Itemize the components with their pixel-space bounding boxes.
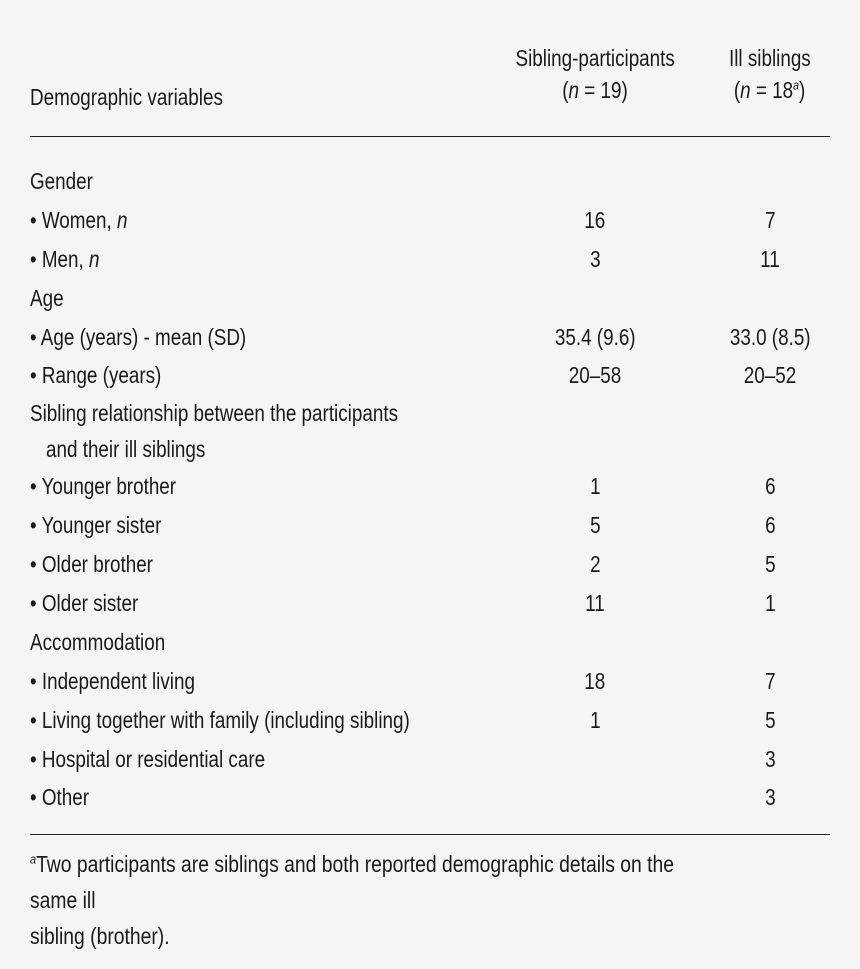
- table-row: Gender: [30, 168, 93, 194]
- table-row: • Other 3: [30, 784, 776, 811]
- col1-title: Sibling-participants: [515, 45, 675, 71]
- table-row: • Women, n 16 7: [30, 206, 776, 233]
- table-row: • Older brother 2 5: [30, 551, 776, 578]
- footer-rule: [30, 834, 830, 835]
- table-row: • Younger sister 5 6: [30, 512, 776, 539]
- col2-title: Ill siblings: [729, 45, 811, 71]
- table-row: Age: [30, 284, 64, 311]
- table-row: and their ill siblings: [46, 436, 206, 463]
- table-row: Accommodation: [30, 628, 166, 655]
- header-ill-siblings: [710, 42, 830, 106]
- col2-n: $(n = 18^a)$: [734, 77, 806, 103]
- footnote-marker: a: [30, 851, 37, 867]
- col1-n: (n = 19): [562, 77, 628, 103]
- table-row: • Independent living 18 7: [30, 667, 776, 694]
- table-row: Sibling relationship between the participants: [30, 400, 399, 427]
- table-row: • Age (years) - mean (SD) 35.4 (9.6) 33.0 (8.5): [30, 323, 811, 350]
- table-row: • Younger brother 1 6: [30, 473, 776, 500]
- table-row: • Hospital or residential care 3: [30, 745, 776, 772]
- header-rule: [30, 136, 830, 137]
- table-body: [30, 162, 830, 817]
- table-row: • Men, n 3 11: [30, 245, 780, 272]
- table-row: • Older sister 11 1: [30, 590, 776, 617]
- table-footnote: $^a$Two participants are siblings and both reported demographic details on the same ill sibling (brother).: [30, 851, 675, 949]
- header-demographic-variables: Demographic variables: [30, 84, 223, 110]
- table-row: • Range (years) 20–58 20–52: [30, 362, 797, 389]
- header-sibling-participants: [495, 42, 695, 106]
- table-row: • Living together with family (including sibling) 1 5: [30, 706, 776, 733]
